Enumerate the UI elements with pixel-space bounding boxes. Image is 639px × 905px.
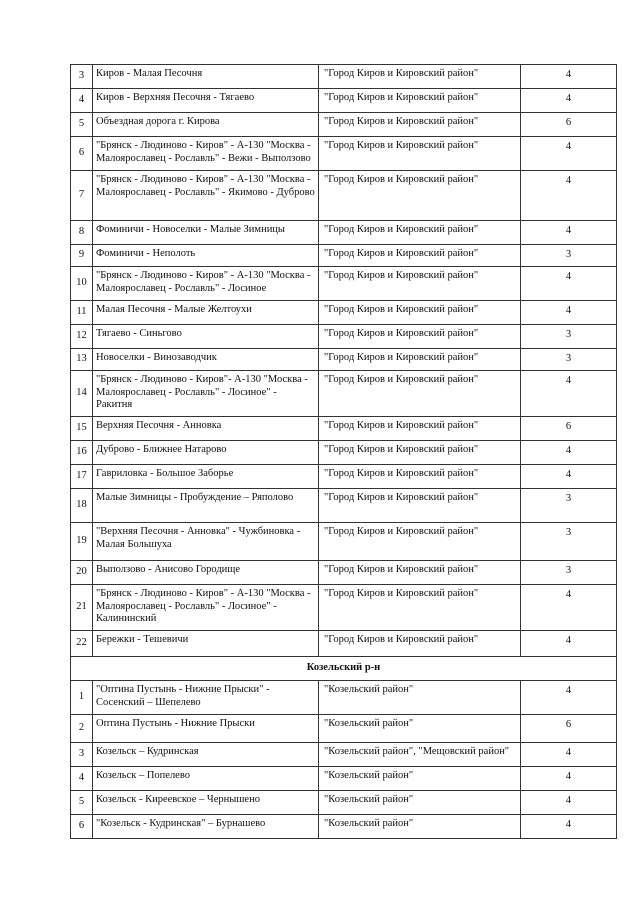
- quantity-value: 4: [521, 767, 617, 791]
- quantity-value: 4: [521, 631, 617, 657]
- row-number: 21: [71, 585, 93, 631]
- table-row: [71, 681, 617, 715]
- region-name: "Город Киров и Кировский район": [319, 371, 521, 417]
- route-name: "Верхняя Песочня - Анновка" - Чужбиновка - Малая Большуха: [93, 523, 319, 561]
- row-number: 22: [71, 631, 93, 657]
- route-name: Козельск – Попелево: [93, 767, 319, 791]
- section-header-row: [71, 657, 617, 681]
- route-name: Киров - Малая Песочня: [93, 65, 319, 89]
- region-name: "Козельский район": [319, 767, 521, 791]
- quantity-value: 4: [521, 267, 617, 301]
- region-name: "Город Киров и Кировский район": [319, 417, 521, 441]
- region-name: "Город Киров и Кировский район": [319, 585, 521, 631]
- region-name: "Козельский район": [319, 791, 521, 815]
- row-number: 11: [71, 301, 93, 325]
- section-title: Козельский р-н: [71, 657, 617, 681]
- table-row: [71, 301, 617, 325]
- route-name: Выползово - Анисово Городище: [93, 561, 319, 585]
- route-name: "Оптина Пустынь - Нижние Прыски" - Сосенский – Шепелево: [93, 681, 319, 715]
- row-number: 2: [71, 715, 93, 743]
- table-row: [71, 585, 617, 631]
- region-name: "Город Киров и Кировский район": [319, 489, 521, 523]
- region-name: "Город Киров и Кировский район": [319, 267, 521, 301]
- route-name: "Брянск - Людиново - Киров" - А-130 "Москва - Малоярославец - Рославль" - Лосиное" - Калининский: [93, 585, 319, 631]
- route-name: Дуброво - Ближнее Натарово: [93, 441, 319, 465]
- quantity-value: 4: [521, 681, 617, 715]
- region-name: "Козельский район": [319, 681, 521, 715]
- table-row: [71, 221, 617, 245]
- table-row: [71, 791, 617, 815]
- quantity-value: 3: [521, 489, 617, 523]
- row-number: 15: [71, 417, 93, 441]
- quantity-value: 4: [521, 371, 617, 417]
- route-name: Фоминичи - Неполоть: [93, 245, 319, 267]
- quantity-value: 4: [521, 585, 617, 631]
- quantity-value: 4: [521, 89, 617, 113]
- row-number: 13: [71, 349, 93, 371]
- section-header-group: [71, 657, 617, 681]
- quantity-value: 4: [521, 137, 617, 171]
- region-name: "Город Киров и Кировский район": [319, 221, 521, 245]
- routes-table-body-kozelsk: [71, 681, 617, 839]
- region-name: "Козельский район", "Мещовский район": [319, 743, 521, 767]
- quantity-value: 4: [521, 221, 617, 245]
- routes-table: [70, 64, 617, 839]
- route-name: Малая Песочня - Малые Желтоухи: [93, 301, 319, 325]
- table-row: [71, 631, 617, 657]
- quantity-value: 3: [521, 349, 617, 371]
- route-name: "Брянск - Людиново - Киров" - А-130 "Москва - Малоярославец - Рославль" - Вежи - Выползово: [93, 137, 319, 171]
- table-row: [71, 171, 617, 221]
- route-name: Новоселки - Винозаводчик: [93, 349, 319, 371]
- table-row: [71, 267, 617, 301]
- quantity-value: 3: [521, 245, 617, 267]
- table-row: [71, 465, 617, 489]
- row-number: 17: [71, 465, 93, 489]
- table-row: [71, 743, 617, 767]
- quantity-value: 3: [521, 523, 617, 561]
- route-name: Козельск – Кудринская: [93, 743, 319, 767]
- row-number: 4: [71, 89, 93, 113]
- region-name: "Город Киров и Кировский район": [319, 65, 521, 89]
- table-row: [71, 417, 617, 441]
- row-number: 6: [71, 815, 93, 839]
- quantity-value: 6: [521, 417, 617, 441]
- quantity-value: 6: [521, 113, 617, 137]
- table-row: [71, 113, 617, 137]
- region-name: "Город Киров и Кировский район": [319, 245, 521, 267]
- region-name: "Козельский район": [319, 815, 521, 839]
- table-row: [71, 489, 617, 523]
- row-number: 19: [71, 523, 93, 561]
- row-number: 16: [71, 441, 93, 465]
- table-row: [71, 715, 617, 743]
- routes-table-body-kirov: [71, 65, 617, 657]
- quantity-value: 4: [521, 65, 617, 89]
- route-name: Козельск - Киреевское – Чернышено: [93, 791, 319, 815]
- table-row: [71, 349, 617, 371]
- table-row: [71, 137, 617, 171]
- row-number: 5: [71, 113, 93, 137]
- row-number: 3: [71, 743, 93, 767]
- row-number: 3: [71, 65, 93, 89]
- region-name: "Город Киров и Кировский район": [319, 325, 521, 349]
- region-name: "Город Киров и Кировский район": [319, 523, 521, 561]
- row-number: 14: [71, 371, 93, 417]
- region-name: "Город Киров и Кировский район": [319, 171, 521, 221]
- row-number: 9: [71, 245, 93, 267]
- region-name: "Город Киров и Кировский район": [319, 113, 521, 137]
- route-name: "Козельск - Кудринская" – Бурнашево: [93, 815, 319, 839]
- region-name: "Город Киров и Кировский район": [319, 465, 521, 489]
- route-name: Верхняя Песочня - Анновка: [93, 417, 319, 441]
- route-name: Фоминичи - Новоселки - Малые Зимницы: [93, 221, 319, 245]
- table-row: [71, 89, 617, 113]
- route-name: Бережки - Тешевичи: [93, 631, 319, 657]
- row-number: 18: [71, 489, 93, 523]
- region-name: "Козельский район": [319, 715, 521, 743]
- row-number: 12: [71, 325, 93, 349]
- route-name: "Брянск - Людиново - Киров"- А-130 "Москва - Малоярославец - Рославль" - Лосиное" - Ракитня: [93, 371, 319, 417]
- region-name: "Город Киров и Кировский район": [319, 89, 521, 113]
- region-name: "Город Киров и Кировский район": [319, 561, 521, 585]
- table-row: [71, 561, 617, 585]
- quantity-value: 4: [521, 791, 617, 815]
- document-page: [70, 64, 616, 839]
- row-number: 7: [71, 171, 93, 221]
- quantity-value: 4: [521, 815, 617, 839]
- route-name: Малые Зимницы - Пробуждение – Ряполово: [93, 489, 319, 523]
- region-name: "Город Киров и Кировский район": [319, 631, 521, 657]
- row-number: 8: [71, 221, 93, 245]
- route-name: Тягаево - Синьгово: [93, 325, 319, 349]
- row-number: 20: [71, 561, 93, 585]
- row-number: 6: [71, 137, 93, 171]
- route-name: Оптина Пустынь - Нижние Прыски: [93, 715, 319, 743]
- row-number: 5: [71, 791, 93, 815]
- table-row: [71, 767, 617, 791]
- route-name: "Брянск - Людиново - Киров" - А-130 "Москва - Малоярославец - Рославль" - Якимово - Дуброво: [93, 171, 319, 221]
- quantity-value: 4: [521, 171, 617, 221]
- quantity-value: 3: [521, 325, 617, 349]
- route-name: Гавриловка - Большое Заборье: [93, 465, 319, 489]
- row-number: 10: [71, 267, 93, 301]
- region-name: "Город Киров и Кировский район": [319, 301, 521, 325]
- row-number: 1: [71, 681, 93, 715]
- route-name: Киров - Верхняя Песочня - Тягаево: [93, 89, 319, 113]
- route-name: "Брянск - Людиново - Киров" - А-130 "Москва - Малоярославец - Рославль" - Лосиное: [93, 267, 319, 301]
- row-number: 4: [71, 767, 93, 791]
- quantity-value: 4: [521, 301, 617, 325]
- region-name: "Город Киров и Кировский район": [319, 349, 521, 371]
- table-row: [71, 523, 617, 561]
- quantity-value: 4: [521, 465, 617, 489]
- region-name: "Город Киров и Кировский район": [319, 137, 521, 171]
- table-row: [71, 65, 617, 89]
- table-row: [71, 325, 617, 349]
- quantity-value: 3: [521, 561, 617, 585]
- table-row: [71, 441, 617, 465]
- quantity-value: 4: [521, 743, 617, 767]
- route-name: Объездная дорога г. Кирова: [93, 113, 319, 137]
- table-row: [71, 815, 617, 839]
- quantity-value: 6: [521, 715, 617, 743]
- table-row: [71, 371, 617, 417]
- quantity-value: 4: [521, 441, 617, 465]
- table-row: [71, 245, 617, 267]
- region-name: "Город Киров и Кировский район": [319, 441, 521, 465]
